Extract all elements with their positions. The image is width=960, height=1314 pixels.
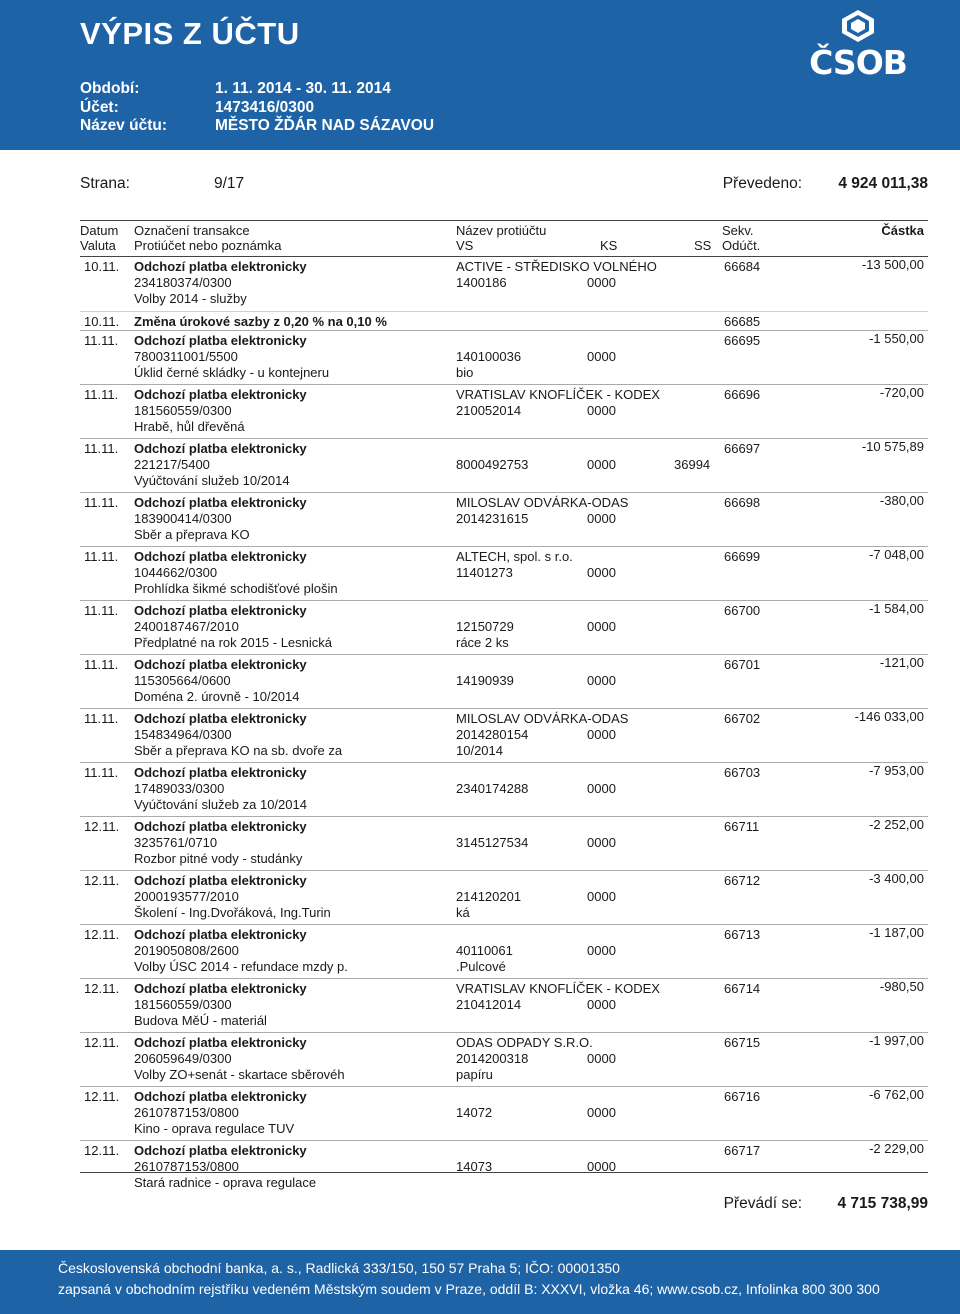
tx-counter-account: 221217/5400 <box>134 457 210 472</box>
tx-type: Odchozí platba elektronicky <box>134 1035 307 1050</box>
tx-counterparty-name: ALTECH, spol. s r.o. <box>456 549 573 564</box>
tx-counter-account: 2400187467/2010 <box>134 619 239 634</box>
tx-date: 10.11. <box>84 314 120 329</box>
bank-logo-text: ČSOB <box>809 43 907 82</box>
tx-type: Odchozí platba elektronicky <box>134 495 307 510</box>
tx-type: Odchozí platba elektronicky <box>134 711 307 726</box>
tx-vs: 14073 <box>456 1159 493 1174</box>
tx-counter-account: 154834964/0300 <box>134 727 232 742</box>
tx-name-continuation: 10/2014 <box>456 743 503 758</box>
tx-counterparty-name: VRATISLAV KNOFLÍČEK - KODEX <box>456 981 660 996</box>
col-ks: KS <box>600 238 618 253</box>
tx-vs: 2340174288 <box>456 781 529 796</box>
tx-counter-account: 2610787153/0800 <box>134 1105 239 1120</box>
tx-date: 12.11. <box>84 981 120 996</box>
tx-counter-account: 181560559/0300 <box>134 403 232 418</box>
tx-amount: -7 048,00 <box>869 547 924 562</box>
table-row <box>80 330 928 384</box>
tx-ks: 0000 <box>587 1159 616 1174</box>
tx-note: Předplatné na rok 2015 - Lesnická <box>134 635 333 650</box>
tx-date: 12.11. <box>84 1089 120 1104</box>
tx-sequence: 66714 <box>724 981 761 996</box>
tx-type: Odchozí platba elektronicky <box>134 981 307 996</box>
tx-ks: 0000 <box>587 403 616 418</box>
account-meta <box>80 80 434 136</box>
tx-ks: 0000 <box>587 511 616 526</box>
footer-band <box>0 1250 960 1314</box>
col-vs: VS <box>456 238 474 253</box>
tx-counter-account: 115305664/0600 <box>134 673 231 688</box>
tx-ks: 0000 <box>587 275 616 290</box>
tx-vs: 14190939 <box>456 673 514 688</box>
tx-ss: 36994 <box>674 457 711 472</box>
tx-date: 12.11. <box>84 873 120 888</box>
tx-sequence: 66711 <box>724 819 760 834</box>
table-row <box>80 600 928 654</box>
tx-note: Vyúčtování služeb 10/2014 <box>134 473 290 488</box>
tx-counter-account: 2610787153/0800 <box>134 1159 239 1174</box>
tx-amount: -2 252,00 <box>869 817 924 832</box>
tx-date: 12.11. <box>84 819 120 834</box>
tx-name-continuation: bio <box>456 365 474 380</box>
tx-type: Odchozí platba elektronicky <box>134 819 307 834</box>
tx-type: Odchozí platba elektronicky <box>134 259 307 274</box>
tx-ks: 0000 <box>587 835 616 850</box>
tx-type: Odchozí platba elektronicky <box>134 387 307 402</box>
footer-line-2: zapsaná v obchodním rejstříku vedeném Městským soudem v Praze, oddíl B: XXXVI, vložka 46; www.csob.cz, Infolinka 800 300 300 <box>58 1281 880 1297</box>
tx-counter-account: 17489033/0300 <box>134 781 225 796</box>
tx-sequence: 66684 <box>724 259 761 274</box>
carry-over-label: Převádí se: <box>723 1195 802 1212</box>
col-protiucet: Protiúčet nebo poznámka <box>134 238 282 253</box>
tx-ks: 0000 <box>587 781 616 796</box>
tx-date: 10.11. <box>84 259 120 274</box>
tx-ks: 0000 <box>587 673 616 688</box>
tx-date: 11.11. <box>84 441 119 456</box>
tx-counter-account: 7800311001/5500 <box>134 349 238 364</box>
tx-counterparty-name: VRATISLAV KNOFLÍČEK - KODEX <box>456 387 660 402</box>
tx-note: Kino - oprava regulace TUV <box>134 1121 295 1136</box>
tx-counterparty-name: ACTIVE - STŘEDISKO VOLNÉHO <box>456 259 657 274</box>
tx-sequence: 66696 <box>724 387 761 402</box>
tx-date: 11.11. <box>84 657 119 672</box>
table-row <box>80 924 928 978</box>
carry-over-value: 4 715 738,99 <box>837 1195 928 1212</box>
page-label: Strana: <box>80 175 130 192</box>
period-row <box>80 80 434 99</box>
tx-note: Volby ÚSC 2014 - refundace mzdy p. <box>134 959 348 974</box>
period-label: Období: <box>80 80 140 97</box>
account-name-label: Název účtu: <box>80 117 167 134</box>
table-row <box>80 438 928 492</box>
tx-vs: 210412014 <box>456 997 522 1012</box>
tx-sequence: 66717 <box>724 1143 761 1158</box>
tx-sequence: 66697 <box>724 441 761 456</box>
col-oduct: Odúčt. <box>722 238 761 253</box>
table-row <box>80 1140 928 1194</box>
tx-sequence: 66703 <box>724 765 761 780</box>
tx-counterparty-name: MILOSLAV ODVÁRKA-ODAS <box>456 495 629 510</box>
tx-date: 11.11. <box>84 333 119 348</box>
tx-counter-account: 1044662/0300 <box>134 565 218 580</box>
tx-vs: 2014231615 <box>456 511 529 526</box>
table-row <box>80 1086 928 1140</box>
tx-sequence: 66715 <box>724 1035 761 1050</box>
account-name-row <box>80 117 434 136</box>
tx-counterparty-name: MILOSLAV ODVÁRKA-ODAS <box>456 711 629 726</box>
tx-sequence: 66698 <box>724 495 761 510</box>
col-oznaceni: Označení transakce <box>134 223 250 238</box>
col-nazev-protiuctu: Název protiúčtu <box>456 223 547 238</box>
tx-date: 12.11. <box>84 1143 120 1158</box>
page-value: 9/17 <box>214 175 245 192</box>
tx-vs: 12150729 <box>456 619 514 634</box>
tx-sequence: 66702 <box>724 711 761 726</box>
tx-ks: 0000 <box>587 457 616 472</box>
tx-note: Školení - Ing.Dvořáková, Ing.Turin <box>134 905 331 920</box>
tx-sequence: 66712 <box>724 873 761 888</box>
table-row <box>80 546 928 600</box>
tx-ks: 0000 <box>587 1051 616 1066</box>
tx-amount: -13 500,00 <box>861 257 924 272</box>
tx-note: Vyúčtování služeb za 10/2014 <box>134 797 307 812</box>
transaction-list <box>80 256 928 1194</box>
account-row <box>80 99 434 118</box>
tx-ks: 0000 <box>587 565 616 580</box>
table-row <box>80 816 928 870</box>
tx-type: Odchozí platba elektronicky <box>134 1143 307 1158</box>
table-row <box>80 654 928 708</box>
tx-vs: 40110061 <box>456 943 513 958</box>
table-row <box>80 978 928 1032</box>
tx-type: Odchozí platba elektronicky <box>134 603 307 618</box>
tx-amount: -2 229,00 <box>869 1141 924 1156</box>
tx-vs: 140100036 <box>456 349 522 364</box>
tx-amount: -720,00 <box>879 385 924 400</box>
tx-amount: -980,50 <box>879 979 924 994</box>
tx-ks: 0000 <box>587 997 616 1012</box>
carried-in-value: 4 924 011,38 <box>838 175 928 192</box>
tx-note: Prohlídka šikmé schodišťové plošin <box>134 581 338 596</box>
tx-type: Odchozí platba elektronicky <box>134 333 307 348</box>
tx-counter-account: 206059649/0300 <box>134 1051 232 1066</box>
tx-counter-account: 2019050808/2600 <box>134 943 239 958</box>
tx-sequence: 66699 <box>724 549 761 564</box>
tx-type: Odchozí platba elektronicky <box>134 765 307 780</box>
table-row <box>80 1032 928 1086</box>
tx-vs: 8000492753 <box>456 457 529 472</box>
tx-type: Odchozí platba elektronicky <box>134 927 307 942</box>
tx-note: Budova MěÚ - materiál <box>134 1013 267 1028</box>
table-row <box>80 311 928 330</box>
tx-counterparty-name: ODAS ODPADY S.R.O. <box>456 1035 593 1050</box>
tx-date: 11.11. <box>84 603 119 618</box>
table-row <box>80 708 928 762</box>
tx-sequence: 66713 <box>724 927 761 942</box>
tx-note: Úklid černé skládky - u kontejneru <box>134 365 330 380</box>
table-row <box>80 256 928 311</box>
col-castka: Částka <box>881 223 924 238</box>
tx-amount: -1 550,00 <box>869 331 924 346</box>
table-row <box>80 870 928 924</box>
tx-type: Odchozí platba elektronicky <box>134 873 307 888</box>
tx-note: Sběr a přeprava KO <box>134 527 250 542</box>
tx-date: 11.11. <box>84 549 119 564</box>
page-info-row <box>80 175 928 197</box>
tx-amount: -1 584,00 <box>869 601 924 616</box>
tx-counter-account: 183900414/0300 <box>134 511 232 526</box>
tx-name-continuation: ká <box>456 905 470 920</box>
tx-amount: -380,00 <box>879 493 924 508</box>
table-row <box>80 762 928 816</box>
tx-amount: -3 400,00 <box>869 871 924 886</box>
tx-note: Volby ZO+senát - skartace sběrovéh <box>134 1067 345 1082</box>
tx-note: Volby 2014 - služby <box>134 291 247 306</box>
tx-sequence: 66716 <box>724 1089 761 1104</box>
tx-date: 11.11. <box>84 495 119 510</box>
tx-counter-account: 2000193577/2010 <box>134 889 239 904</box>
account-name-value: MĚSTO ŽĎÁR NAD SÁZAVOU <box>215 117 435 134</box>
tx-amount: -1 187,00 <box>869 925 924 940</box>
tx-date: 11.11. <box>84 387 119 402</box>
carried-in-label: Převedeno: <box>722 175 802 192</box>
tx-type: Odchozí platba elektronicky <box>134 441 307 456</box>
tx-vs: 11401273 <box>456 565 513 580</box>
tx-ks: 0000 <box>587 349 616 364</box>
col-sekv: Sekv. <box>722 223 754 238</box>
carry-over-row <box>80 1195 928 1217</box>
tx-date: 11.11. <box>84 765 119 780</box>
tx-vs: 210052014 <box>456 403 522 418</box>
tx-date: 12.11. <box>84 1035 120 1050</box>
page-title: VÝPIS Z ÚČTU <box>80 16 300 51</box>
tx-date: 11.11. <box>84 711 119 726</box>
tx-sequence: 66695 <box>724 333 761 348</box>
col-ss: SS <box>694 238 712 253</box>
account-label: Účet: <box>80 98 119 116</box>
tx-name-continuation: .Pulcové <box>456 959 506 974</box>
tx-note: Hrabě, hůl dřevěná <box>134 419 245 434</box>
tx-counter-account: 181560559/0300 <box>134 997 232 1012</box>
col-datum: Datum <box>80 223 119 238</box>
tx-vs: 1400186 <box>456 275 507 290</box>
tx-note: Rozbor pitné vody - studánky <box>134 851 303 866</box>
tx-amount: -146 033,00 <box>854 709 924 724</box>
tx-ks: 0000 <box>587 619 616 634</box>
footer-line-1: Československá obchodní banka, a. s., Radlická 333/150, 150 57 Praha 5; IČO: 00001350 <box>58 1260 620 1276</box>
tx-vs: 2014280154 <box>456 727 529 742</box>
tx-ks: 0000 <box>587 889 616 904</box>
table-row <box>80 492 928 546</box>
account-value: 1473416/0300 <box>215 98 315 116</box>
tx-note: Doména 2. úrovně - 10/2014 <box>134 689 300 704</box>
tx-amount: -10 575,89 <box>861 439 924 454</box>
tx-sequence: 66685 <box>724 314 761 329</box>
tx-type: Odchozí platba elektronicky <box>134 1089 307 1104</box>
tx-type: Odchozí platba elektronicky <box>134 657 307 672</box>
tx-amount: -6 762,00 <box>869 1087 924 1102</box>
period-value: 1. 11. 2014 - 30. 11. 2014 <box>215 80 391 97</box>
tx-amount: -121,00 <box>879 655 924 670</box>
tx-amount: -1 997,00 <box>869 1033 924 1048</box>
tx-ks: 0000 <box>587 943 616 958</box>
tx-ks: 0000 <box>587 1105 616 1120</box>
table-row <box>80 384 928 438</box>
col-valuta: Valuta <box>80 238 116 253</box>
tx-note: Sběr a přeprava KO na sb. dvoře za <box>134 743 343 758</box>
table-header <box>80 220 928 253</box>
tx-sequence: 66700 <box>724 603 761 618</box>
tx-type: Odchozí platba elektronicky <box>134 549 307 564</box>
tx-vs: 2014200318 <box>456 1051 529 1066</box>
tx-name-continuation: papíru <box>456 1067 493 1082</box>
tx-counter-account: 3235761/0710 <box>134 835 218 850</box>
tx-vs: 14072 <box>456 1105 493 1120</box>
tx-vs: 3145127534 <box>456 835 529 850</box>
tx-amount: -7 953,00 <box>869 763 924 778</box>
tx-type: Změna úrokové sazby z 0,20 % na 0,10 % <box>134 314 387 329</box>
tx-counter-account: 234180374/0300 <box>134 275 232 290</box>
tx-sequence: 66701 <box>724 657 761 672</box>
tx-ks: 0000 <box>587 727 616 742</box>
tx-vs: 214120201 <box>456 889 522 904</box>
table-bottom-rule <box>80 1172 928 1173</box>
tx-date: 12.11. <box>84 927 120 942</box>
tx-note: Stará radnice - oprava regulace <box>134 1175 317 1190</box>
tx-name-continuation: ráce 2 ks <box>456 635 509 650</box>
